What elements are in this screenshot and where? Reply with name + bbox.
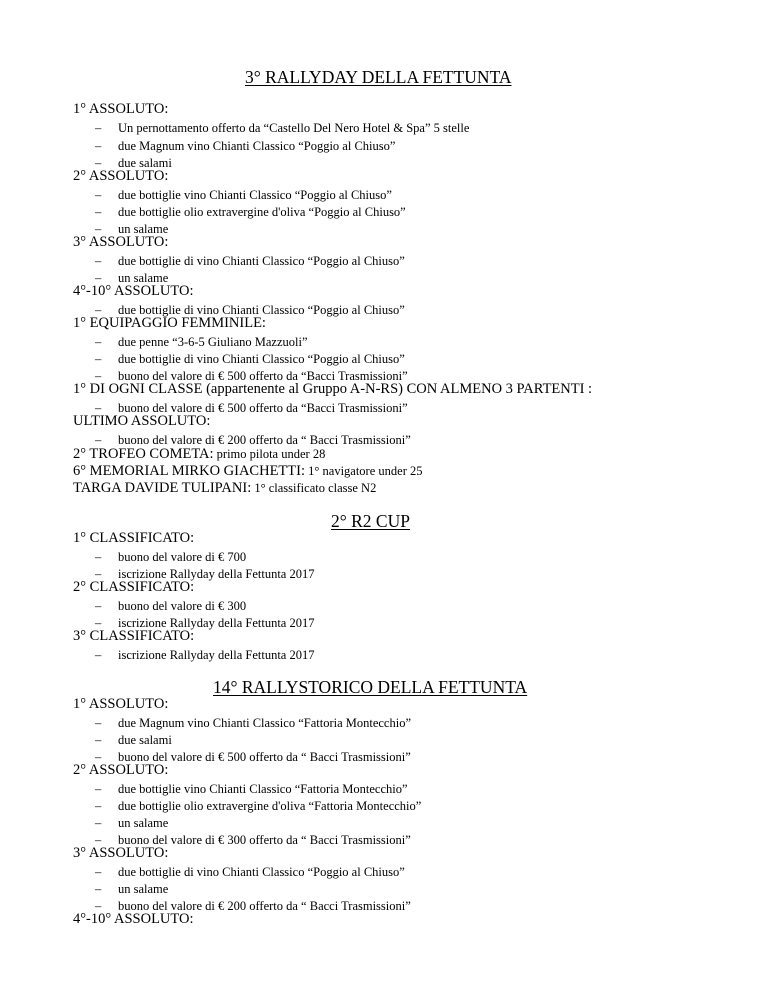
heading-2-assoluto: 2° ASSOLUTO:: [73, 168, 169, 184]
section-title-rallyday: 3° RALLYDAY DELLA FETTUNTA: [245, 67, 512, 87]
heading-ogni-classe: 1° DI OGNI CLASSE (appartenente al Gruppo A-N-RS) CON ALMENO 3 PARTENTI :: [73, 381, 593, 397]
prize-item: – due salami: [95, 733, 172, 747]
prize-item: – due bottiglie di vino Chianti Classico “Poggio al Chiuso”: [95, 865, 405, 879]
section-title-r2-cup: 2° R2 CUP: [331, 511, 410, 531]
heading-4-10-assoluto-storico: 4°-10° ASSOLUTO:: [73, 911, 194, 927]
prize-item: – due Magnum vino Chianti Classico “Poggio al Chiuso”: [95, 139, 396, 153]
heading-1-assoluto-storico: 1° ASSOLUTO:: [73, 696, 169, 712]
prize-item: – iscrizione Rallyday della Fettunta 2017: [95, 616, 315, 630]
prize-item: – un salame: [95, 882, 169, 896]
heading-4-10-assoluto: 4°-10° ASSOLUTO:: [73, 283, 194, 299]
prize-item: – un salame: [95, 816, 169, 830]
heading-3-assoluto: 3° ASSOLUTO:: [73, 234, 169, 250]
prize-item: – due bottiglie olio extravergine d'oliva “Poggio al Chiuso”: [95, 205, 406, 219]
section-title-rallystorico: 14° RALLYSTORICO DELLA FETTUNTA: [213, 677, 528, 697]
prize-item: – due salami: [95, 156, 172, 170]
prize-item: – un salame: [95, 222, 169, 236]
prize-item: – iscrizione Rallyday della Fettunta 2017: [95, 648, 315, 662]
prize-item: – buono del valore di € 500 offerto da “ Bacci Trasmissioni”: [95, 750, 411, 764]
heading-1-classificato: 1° CLASSIFICATO:: [73, 530, 195, 546]
prize-item: – due Magnum vino Chianti Classico “Fattoria Montecchio”: [95, 716, 411, 730]
prize-item: – due bottiglie di vino Chianti Classico “Poggio al Chiuso”: [95, 303, 405, 317]
prize-item: – iscrizione Rallyday della Fettunta 2017: [95, 567, 315, 581]
prize-item: – Un pernottamento offerto da “Castello Del Nero Hotel & Spa” 5 stelle: [95, 121, 470, 135]
prize-item: – buono del valore di € 200 offerto da “ Bacci Trasmissioni”: [95, 433, 411, 447]
heading-3-assoluto-storico: 3° ASSOLUTO:: [73, 845, 169, 861]
trofeo-cometa: 2° TROFEO COMETA: primo pilota under 28: [73, 446, 326, 462]
prize-item: – un salame: [95, 271, 169, 285]
heading-1-assoluto: 1° ASSOLUTO:: [73, 101, 169, 117]
prize-item: – due bottiglie vino Chianti Classico “Fattoria Montecchio”: [95, 782, 408, 796]
heading-2-assoluto-storico: 2° ASSOLUTO:: [73, 762, 169, 778]
prize-item: – due penne “3-6-5 Giuliano Mazzuoli”: [95, 335, 308, 349]
targa-tulipani: TARGA DAVIDE TULIPANI: 1° classificato classe N2: [73, 480, 377, 496]
prize-item: – due bottiglie di vino Chianti Classico “Poggio al Chiuso”: [95, 352, 405, 366]
heading-3-classificato: 3° CLASSIFICATO:: [73, 628, 195, 644]
prize-item: – buono del valore di € 500 offerto da “Bacci Trasmissioni”: [95, 369, 408, 383]
prize-item: – due bottiglie olio extravergine d'oliva “Fattoria Montecchio”: [95, 799, 422, 813]
prize-item: – buono del valore di € 700: [95, 550, 247, 564]
heading-ultimo-assoluto: ULTIMO ASSOLUTO:: [73, 413, 211, 429]
prize-item: – due bottiglie vino Chianti Classico “Poggio al Chiuso”: [95, 188, 392, 202]
prize-item: – buono del valore di € 500 offerto da “Bacci Trasmissioni”: [95, 401, 408, 415]
prize-item: – buono del valore di € 200 offerto da “ Bacci Trasmissioni”: [95, 899, 411, 913]
prize-item: – buono del valore di € 300 offerto da “ Bacci Trasmissioni”: [95, 833, 411, 847]
prize-item: – due bottiglie di vino Chianti Classico “Poggio al Chiuso”: [95, 254, 405, 268]
memorial-giachetti: 6° MEMORIAL MIRKO GIACHETTI: 1° navigatore under 25: [73, 463, 423, 479]
heading-2-classificato: 2° CLASSIFICATO:: [73, 579, 195, 595]
prize-item: – buono del valore di € 300: [95, 599, 247, 613]
heading-equipaggio-femminile: 1° EQUIPAGGIO FEMMINILE:: [73, 315, 266, 331]
